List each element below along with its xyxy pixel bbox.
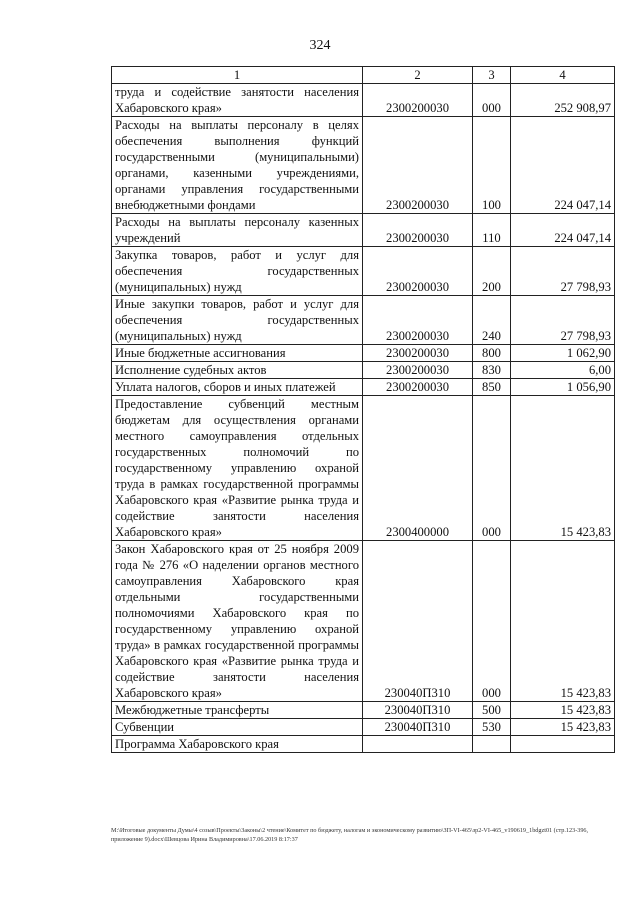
row-description: Межбюджетные трансферты (112, 702, 363, 719)
row-target-code: 2300200030 (363, 84, 473, 117)
row-amount (511, 736, 615, 753)
row-description: Уплата налогов, сборов и иных платежей (112, 379, 363, 396)
row-target-code: 2300200030 (363, 214, 473, 247)
row-expense-type: 000 (473, 396, 511, 541)
file-path-footer: M:\Итоговые документы Думы\4 созыв\Проекты\Законы\2 чтение\Комитет по бюджету, налогам и экономическому развитию\ЗП-VI-465\зр2-VI-465_v190619_1bdgzt01 (стр.123-396, приложение 9).docx\Шевцова Ирина Владимировна\17.06.2019 8:17:37 (111, 827, 589, 843)
row-target-code (363, 736, 473, 753)
row-target-code: 230040П310 (363, 702, 473, 719)
header-col-3: 3 (473, 67, 511, 84)
row-target-code: 230040П310 (363, 541, 473, 702)
row-description: Субвенции (112, 719, 363, 736)
row-target-code: 2300200030 (363, 296, 473, 345)
page-number: 324 (309, 38, 331, 53)
row-expense-type: 100 (473, 117, 511, 214)
row-expense-type (473, 736, 511, 753)
row-target-code: 2300200030 (363, 362, 473, 379)
row-amount: 15 423,83 (511, 719, 615, 736)
row-description: Иные бюджетные ассигнования (112, 345, 363, 362)
row-expense-type: 850 (473, 379, 511, 396)
budget-table (111, 66, 615, 753)
row-amount: 15 423,83 (511, 702, 615, 719)
table-row (112, 247, 615, 296)
table-row (112, 719, 615, 736)
row-amount: 15 423,83 (511, 396, 615, 541)
row-description: Иные закупки товаров, работ и услуг для обеспечения государственных (муниципальных) нужд (112, 296, 363, 345)
row-expense-type: 110 (473, 214, 511, 247)
row-target-code: 2300200030 (363, 379, 473, 396)
row-expense-type: 200 (473, 247, 511, 296)
header-col-1: 1 (112, 67, 363, 84)
row-target-code: 2300200030 (363, 247, 473, 296)
row-amount: 1 056,90 (511, 379, 615, 396)
row-target-code: 230040П310 (363, 719, 473, 736)
row-amount: 27 798,93 (511, 247, 615, 296)
row-description: Расходы на выплаты персоналу в целях обеспечения выполнения функций государственными (муниципальными) органами, казенными учреждениями, органами управления государственными внебюджетными фондами (112, 117, 363, 214)
row-amount: 1 062,90 (511, 345, 615, 362)
row-target-code: 2300400000 (363, 396, 473, 541)
row-description: труда и содействие занятости населения Хабаровского края» (112, 84, 363, 117)
row-amount: 15 423,83 (511, 541, 615, 702)
header-col-2: 2 (363, 67, 473, 84)
row-expense-type: 240 (473, 296, 511, 345)
table-row (112, 84, 615, 117)
row-amount: 224 047,14 (511, 117, 615, 214)
table-row (112, 117, 615, 214)
row-expense-type: 000 (473, 84, 511, 117)
row-description: Программа Хабаровского края (112, 736, 363, 753)
row-amount: 6,00 (511, 362, 615, 379)
row-target-code: 2300200030 (363, 345, 473, 362)
row-expense-type: 530 (473, 719, 511, 736)
table-row (112, 345, 615, 362)
row-description: Закупка товаров, работ и услуг для обеспечения государственных (муниципальных) нужд (112, 247, 363, 296)
row-expense-type: 830 (473, 362, 511, 379)
row-expense-type: 500 (473, 702, 511, 719)
row-description: Исполнение судебных актов (112, 362, 363, 379)
table-row (112, 541, 615, 702)
row-amount: 224 047,14 (511, 214, 615, 247)
row-description: Расходы на выплаты персоналу казенных учреждений (112, 214, 363, 247)
table-row (112, 702, 615, 719)
table-row (112, 379, 615, 396)
row-description: Закон Хабаровского края от 25 ноября 2009 года № 276 «О наделении органов местного самоуправления Хабаровского края отдельными государственными полномочиями Хабаровского края по государственному управлению охраной труда» в рамках государственной программы Хабаровского края «Развитие рынка труда и содействие занятости населения Хабаровского края» (112, 541, 363, 702)
table-row (112, 296, 615, 345)
table-row (112, 736, 615, 753)
table-row (112, 396, 615, 541)
table-row (112, 362, 615, 379)
header-col-4: 4 (511, 67, 615, 84)
table-header-row (112, 67, 615, 84)
table-row (112, 214, 615, 247)
row-description: Предоставление субвенций местным бюджетам для осуществления органами местного самоуправления отдельных государственных полномочий по государственному управлению охраной труда в рамках государственной программы Хабаровского края «Развитие рынка труда и содействие занятости населения Хабаровского края» (112, 396, 363, 541)
row-amount: 252 908,97 (511, 84, 615, 117)
row-expense-type: 800 (473, 345, 511, 362)
row-amount: 27 798,93 (511, 296, 615, 345)
row-target-code: 2300200030 (363, 117, 473, 214)
row-expense-type: 000 (473, 541, 511, 702)
